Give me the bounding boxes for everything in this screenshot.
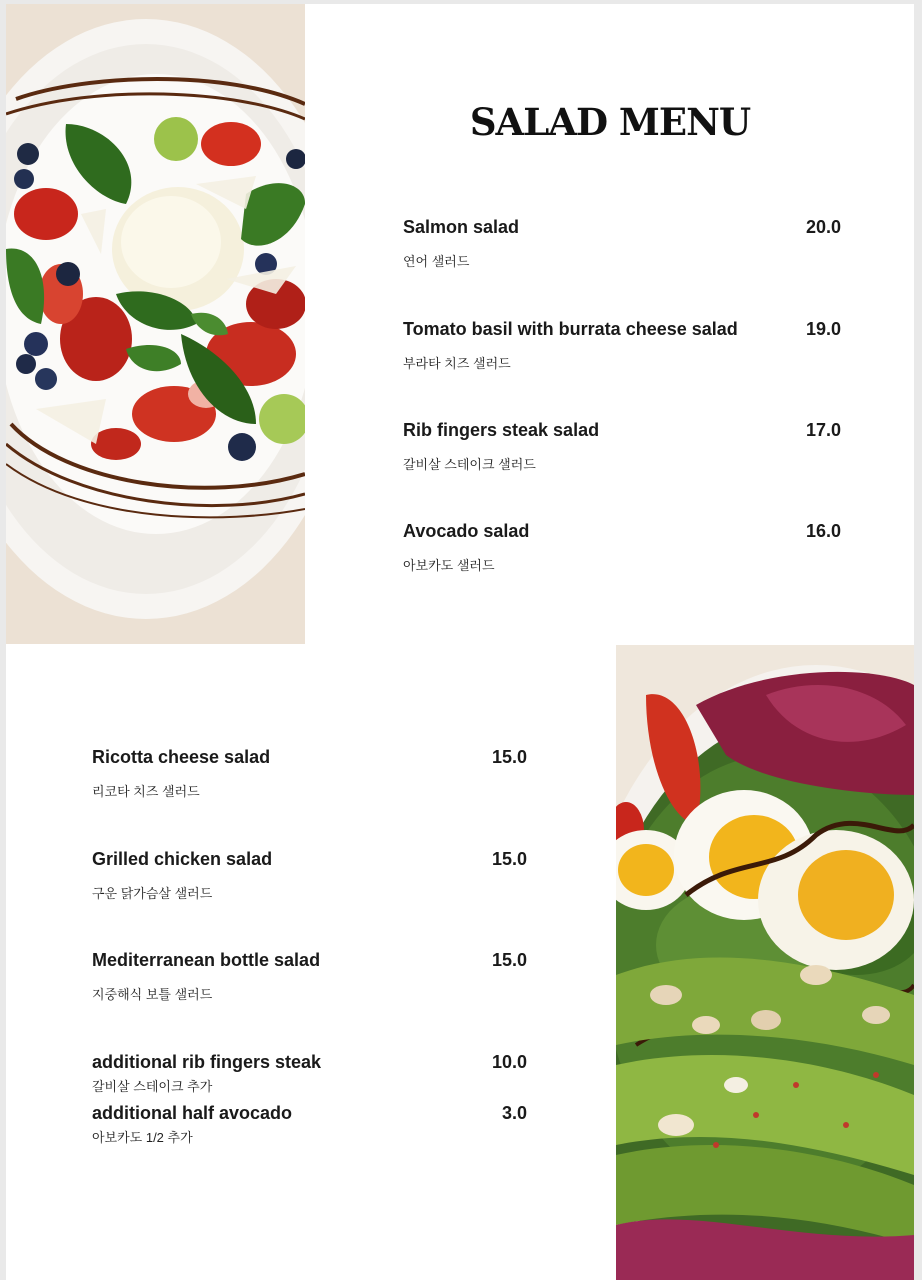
menu-page — [6, 4, 914, 1280]
item-korean-name: 아보카도 1/2 추가 — [92, 1130, 193, 1145]
item-name: Grilled chicken salad — [92, 849, 273, 869]
item-name: additional rib fingers steak — [92, 1052, 322, 1072]
menu-item — [403, 420, 841, 480]
menu-item — [92, 747, 527, 807]
item-price: 15.0 — [491, 747, 527, 767]
item-name: Tomato basil with burrata cheese salad — [403, 319, 738, 339]
egg-avocado-salad-photo — [616, 645, 914, 1280]
item-name: Ricotta cheese salad — [92, 747, 271, 767]
item-name: Mediterranean bottle salad — [92, 950, 321, 970]
item-price: 3.0 — [501, 1103, 527, 1123]
item-price: 17.0 — [805, 420, 841, 440]
menu-title: SALAD MENU — [469, 100, 751, 144]
extra-item — [92, 1052, 527, 1096]
item-price: 10.0 — [491, 1052, 527, 1072]
menu-item — [403, 521, 841, 581]
item-korean-name: 부라타 치즈 샐러드 — [403, 356, 511, 371]
item-korean-name: 갈비살 스테이크 샐러드 — [403, 457, 536, 472]
item-name: Rib fingers steak salad — [403, 420, 600, 440]
extra-item — [92, 1103, 527, 1147]
menu-item — [92, 950, 527, 1010]
item-korean-name: 갈비살 스테이크 추가 — [92, 1079, 213, 1094]
item-price: 16.0 — [805, 521, 841, 541]
item-korean-name: 아보카도 샐러드 — [403, 558, 495, 573]
item-name: Salmon salad — [403, 217, 520, 237]
burrata-tomato-salad-photo — [6, 4, 305, 644]
item-price: 20.0 — [805, 217, 841, 237]
menu-item — [403, 319, 841, 379]
menu-item — [403, 217, 841, 277]
item-name: additional half avocado — [92, 1103, 293, 1123]
item-korean-name: 리코타 치즈 샐러드 — [92, 784, 200, 799]
menu-item — [92, 849, 527, 909]
item-korean-name: 구운 닭가슴살 샐러드 — [92, 886, 213, 901]
item-name: Avocado salad — [403, 521, 530, 541]
item-price: 15.0 — [491, 849, 527, 869]
item-korean-name: 연어 샐러드 — [403, 254, 470, 269]
item-korean-name: 지중해식 보틀 샐러드 — [92, 987, 213, 1002]
item-price: 15.0 — [491, 950, 527, 970]
item-price: 19.0 — [805, 319, 841, 339]
